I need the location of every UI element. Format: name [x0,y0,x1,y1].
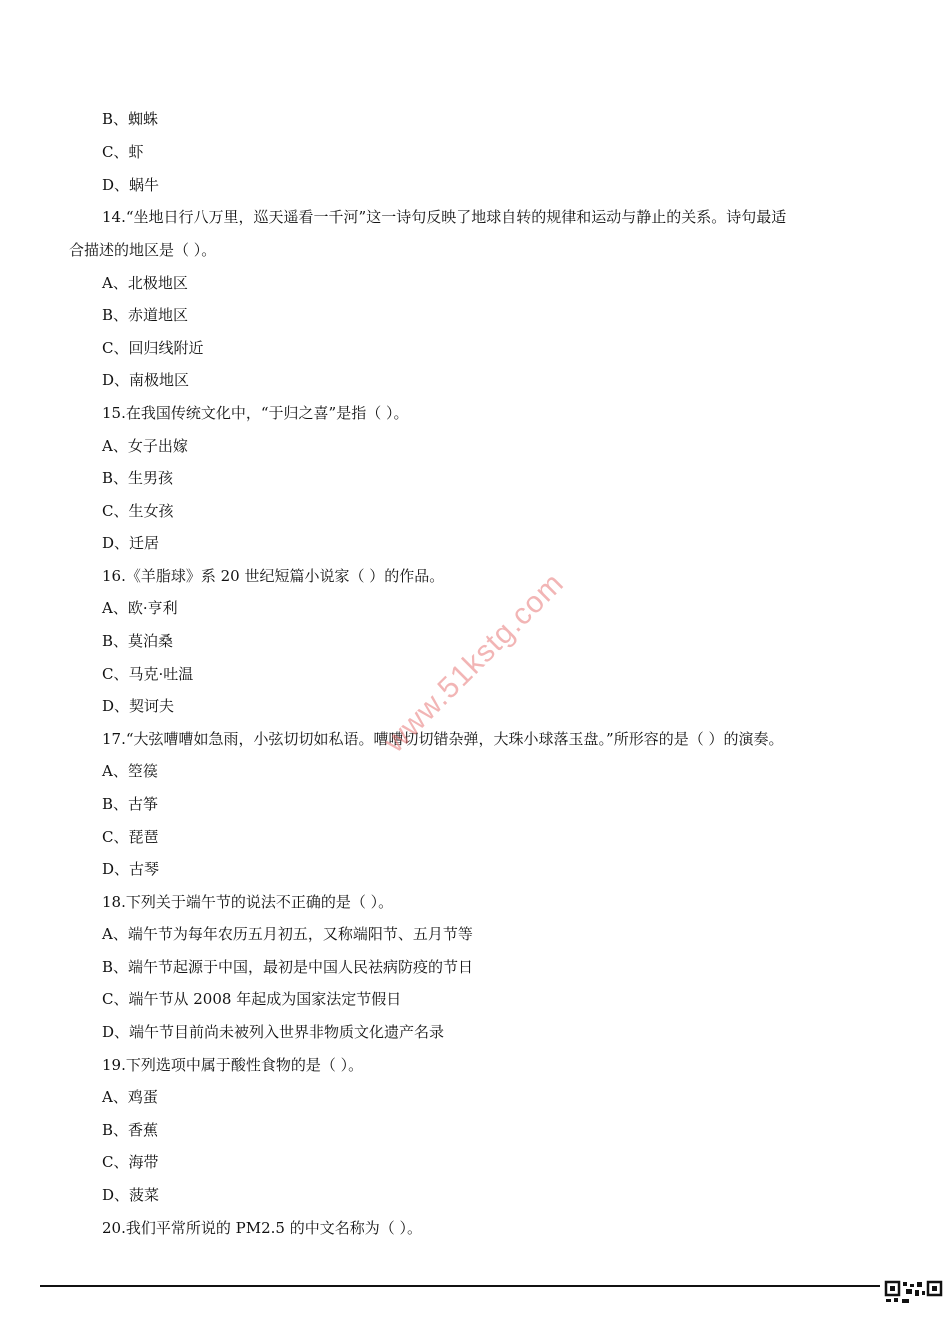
option-c-shrimp: C、虾 [102,143,144,161]
question-14-stem-continued: 合描述的地区是（ ）。 [69,241,217,259]
question-18-option-d: D、端午节目前尚未被列入世界非物质文化遗产名录 [102,1023,445,1041]
question-18-option-a: A、端午节为每年农历五月初五，又称端阳节、五月节等 [102,925,473,943]
question-16-stem: 16.《羊脂球》系 20 世纪短篇小说家（ ）的作品。 [102,567,445,585]
question-15-stem: 15.在我国传统文化中，“于归之喜”是指（ ）。 [102,404,409,422]
question-15-option-c: C、生女孩 [102,502,174,520]
option-b-spider: B、蜘蛛 [102,110,159,128]
question-15-option-b: B、生男孩 [102,469,174,487]
question-17-option-d: D、古琴 [102,860,160,878]
question-15-option-d: D、迁居 [102,534,160,552]
question-17-option-a: A、箜篌 [102,762,158,780]
question-17-stem: 17.“大弦嘈嘈如急雨，小弦切切如私语。嘈嘈切切错杂弹，大珠小球落玉盘。”所形容的是（ ）的演奏。 [102,730,784,748]
question-19-option-b: B、香蕉 [102,1121,159,1139]
question-20-stem: 20.我们平常所说的 PM2.5 的中文名称为（ ）。 [102,1219,422,1237]
qr-code-icon [884,1279,946,1344]
watermark: www.51kstg.com [377,566,571,759]
question-18-option-c: C、端午节从 2008 年起成为国家法定节假日 [102,990,402,1008]
question-14-stem: 14.“坐地日行八万里，巡天遥看一千河”这一诗句反映了地球自转的规律和运动与静止的关系。诗句最适 [102,208,787,226]
question-16-option-c: C、马克·吐温 [102,665,194,683]
question-16-option-b: B、莫泊桑 [102,632,174,650]
question-14-option-b: B、赤道地区 [102,306,189,324]
question-14-option-a: A、北极地区 [102,274,188,292]
question-15-option-a: A、女子出嫁 [102,437,188,455]
question-14-option-c: C、回归线附近 [102,339,204,357]
question-14-option-d: D、南极地区 [102,371,190,389]
question-19-option-d: D、菠菜 [102,1186,160,1204]
question-17-option-c: C、琵琶 [102,828,159,846]
question-19-option-c: C、海带 [102,1153,159,1171]
question-19-option-a: A、鸡蛋 [102,1088,158,1106]
question-16-option-a: A、欧·亨利 [102,599,178,617]
question-17-option-b: B、古筝 [102,795,159,813]
option-d-snail: D、蜗牛 [102,176,160,194]
footer-rule [40,1285,880,1287]
question-18-stem: 18.下列关于端午节的说法不正确的是（ ）。 [102,893,394,911]
question-19-stem: 19.下列选项中属于酸性食物的是（ ）。 [102,1056,364,1074]
question-16-option-d: D、契诃夫 [102,697,175,715]
question-18-option-b: B、端午节起源于中国，最初是中国人民祛病防疫的节日 [102,958,474,976]
